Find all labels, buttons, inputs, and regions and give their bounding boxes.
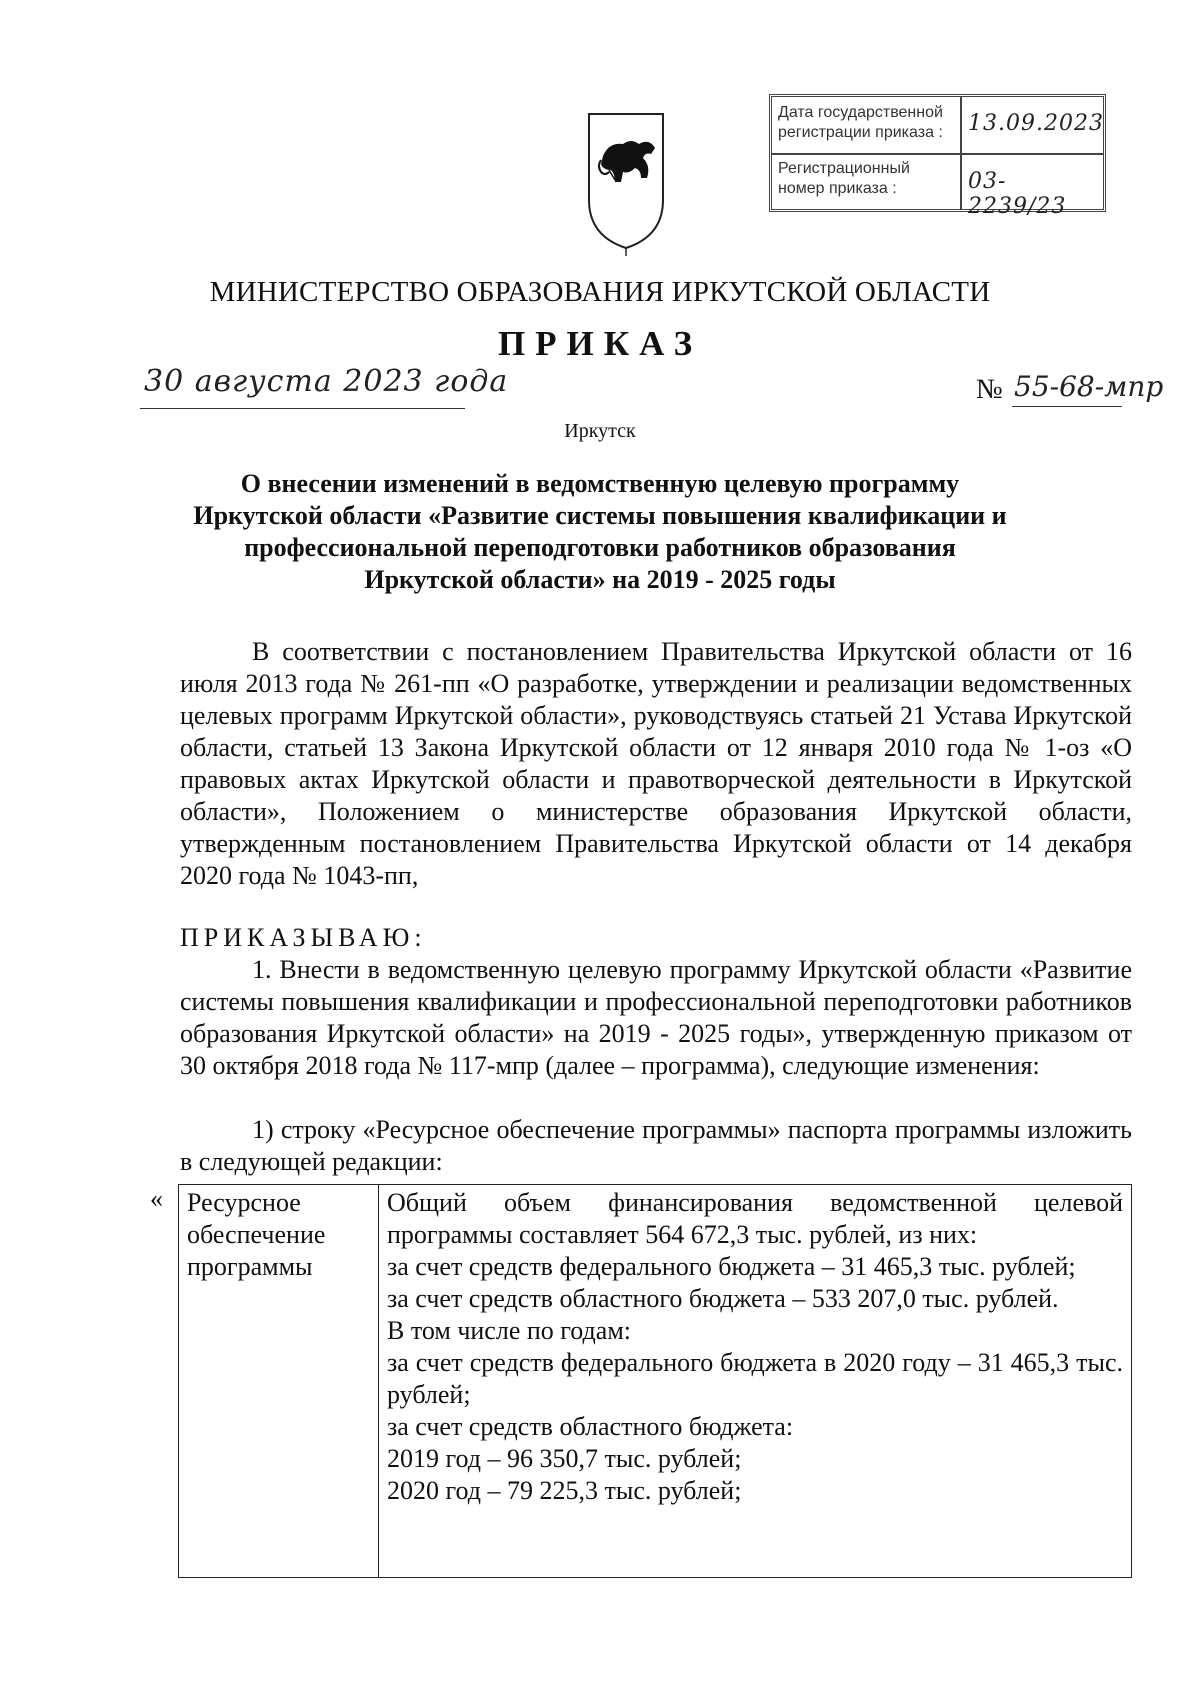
funding-line: за счет средств федерального бюджета в 2020 году – 31 465,3 тыс. рублей; — [387, 1348, 1123, 1409]
funding-line: за счет средств федерального бюджета – 31 465,3 тыс. рублей; — [387, 1252, 1076, 1281]
funding-line: за счет средств областного бюджета – 533 207,0 тыс. рублей. — [387, 1284, 1059, 1313]
reg-date-value: 13.09.2023 — [968, 111, 1104, 136]
funding-line: Общий объем финансирования ведомственной целевой программы составляет 564 672,3 тыс. рублей, из них: — [387, 1188, 1123, 1249]
funding-line: В том числе по годам: — [387, 1316, 631, 1345]
date-underline — [140, 408, 465, 409]
order-number-label: № — [976, 374, 1003, 405]
stamp-divider-horizontal — [772, 153, 1103, 155]
passport-row-content — [379, 1185, 1131, 1581]
handwritten-order-number: 55-68-мпр — [1014, 370, 1164, 403]
coat-of-arms-emblem — [585, 108, 667, 258]
reg-number-value: 03-2239/23 — [968, 169, 1067, 219]
basis-paragraph: В соответствии с постановлением Правительства Иркутской области от 16 июля 2013 года № 261-пп «О разработке, утверждении и реализации ведомственных целевых программ Иркутской области», руководствуясь статьей 21 Устава Иркутской области, статьей 13 Закона Иркутской области от 12 января 2010 года № 1-оз «О правовых актах Иркутской области и правотворческой деятельности в Иркутской области», Положением о министерстве образования Иркутской области, утвержденным постановлением Правительства Иркутской области от 14 декабря 2020 года № 1043-пп, — [180, 637, 1132, 890]
registration-stamp — [769, 94, 1106, 219]
passport-row-label: Ресурсное обеспечение программы — [179, 1185, 379, 1577]
reg-number-label: Регистрационный номер приказа : — [778, 160, 910, 197]
document-type: ПРИКАЗ — [497, 324, 703, 363]
funding-line: за счет средств областного бюджета: — [387, 1412, 794, 1441]
order-word: ПРИКАЗЫВАЮ: — [180, 923, 427, 952]
item-1-paragraph: 1. Внести в ведомственную целевую программу Иркутской области «Развитие системы повышения квалификации и профессиональной переподготовки работников образования Иркутской области» на 2019 - 2025 годы», утвержденную приказом от 30 октября 2018 года № 117-мпр (далее – программа), следующие изменения: — [180, 955, 1132, 1080]
reg-date-label: Дата государственной регистрации приказа : — [778, 104, 943, 141]
city-name: Иркутск — [564, 420, 636, 442]
funding-line: 2019 год – 96 350,7 тыс. рублей; — [387, 1444, 742, 1473]
funding-line: 2020 год – 79 225,3 тыс. рублей; — [387, 1476, 742, 1505]
subitem-1-paragraph: 1) строку «Ресурсное обеспечение программы» паспорта программы изложить в следующей редакции: — [180, 1115, 1132, 1176]
opening-quote-mark: « — [150, 1184, 163, 1213]
passport-table — [178, 1184, 1132, 1578]
handwritten-date: 30 августа 2023 года — [144, 364, 509, 399]
order-title: О внесении изменений в ведомственную целевую программу Иркутской области «Развитие системы повышения квалификации и профессиональной переподготовки работников образования Иркутской области» на 2019 - 2025 годы — [193, 469, 1007, 594]
ministry-name: МИНИСТЕРСТВО ОБРАЗОВАНИЯ ИРКУТСКОЙ ОБЛАСТИ — [209, 276, 991, 308]
number-underline — [1012, 406, 1122, 407]
